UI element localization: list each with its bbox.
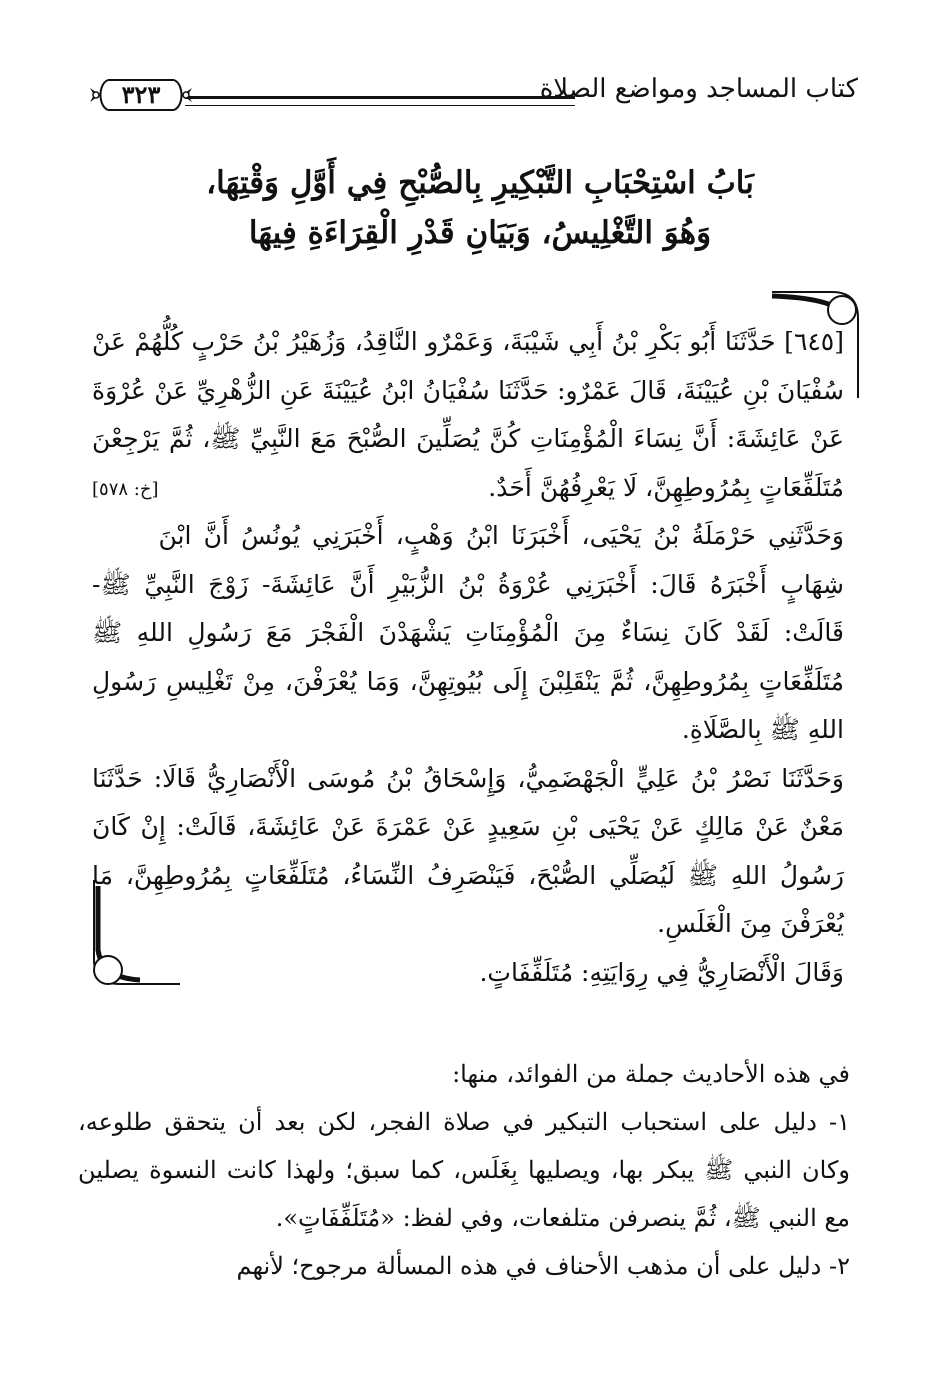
page-number: ٣٢٣ bbox=[121, 80, 161, 109]
hadith-paragraph-1-text: [٦٤٥] حَدَّثَنَا أَبُو بَكْرِ بْنُ أَبِي شَيْبَةَ، وَعَمْرٌو النَّاقِدُ، وَزُهَيْرُ بْنُ حَرْبٍ كُلُّهُمْ عَنْ سُفْيَانَ بْنِ عُيَيْنَةَ، قَالَ عَمْرٌو: حَدَّثَنَا سُفْيَانُ ابْنُ عُيَيْنَةَ عَنِ الزُّهْرِيِّ عَنْ عُرْوَةَ عَنْ عَائِشَةَ: أَنَّ نِسَاءَ الْمُؤْمِنَاتِ كُنَّ يُصَلِّينَ الصُّبْحَ مَعَ النَّبِيِّ ﷺ، ثُمَّ يَرْجِعْنَ مُتَلَفِّعَاتٍ بِمُرُوطِهِنَّ، لَا يَعْرِفُهُنَّ أَحَدٌ. bbox=[92, 327, 844, 502]
page-number-ornament bbox=[86, 76, 196, 114]
hadith-paragraph-4: وَقَالَ الْأَنْصَارِيُّ فِي رِوَايَتِهِ: مُتَلَفِّفَاتٍ. bbox=[479, 957, 844, 987]
running-title: كتاب المساجد ومواضع الصلاة bbox=[539, 74, 858, 104]
cross-reference: [خ: ٥٧٨] bbox=[92, 478, 159, 500]
header-rule bbox=[185, 96, 575, 106]
commentary-point-2: ٢- دليل على أن مذهب الأحناف في هذه المسألة مرجوح؛ لأنهم bbox=[236, 1252, 850, 1280]
commentary-point-1: ١- دليل على استحباب التبكير في صلاة الفجر، لكن بعد أن يتحقق طلوعه، وكان النبي ﷺ يبكر بها، ويصليها بِغَلَس، كما سبق؛ ولهذا كانت النسوة يصلين مع النبي ﷺ، ثُمَّ ينصرفن متلفعات، وفي لفظ: «مُتَلَفِّفَاتٍ». bbox=[78, 1108, 850, 1232]
chapter-title-line-1: بَابُ اسْتِحْبَابِ التَّبْكِيرِ بِالصُّبْحِ فِي أَوَّلِ وَقْتِهَا، bbox=[206, 165, 754, 201]
hadith-paragraph-1 bbox=[92, 318, 844, 512]
hadith-paragraph-3: وَحَدَّثَنَا نَصْرُ بْنُ عَلِيٍّ الْجَهْضَمِيُّ، وَإِسْحَاقُ بْنُ مُوسَى الْأَنْصَارِيُّ قَالَا: حَدَّثَنَا مَعْنٌ عَنْ مَالِكٍ عَنْ يَحْيَى بْنِ سَعِيدٍ عَنْ عَمْرَةَ عَنْ عَائِشَةَ، قَالَتْ: إِنْ كَانَ رَسُولُ اللهِ ﷺ لَيُصَلِّي الصُّبْحَ، فَيَنْصَرِفُ النِّسَاءُ، مُتَلَفِّعَاتٍ بِمُرُوطِهِنَّ، مَا يُعْرَفْنَ مِنَ الْغَلَسِ. bbox=[92, 763, 844, 938]
chapter-heading bbox=[110, 158, 850, 258]
commentary-intro: في هذه الأحاديث جملة من الفوائد، منها: bbox=[452, 1060, 850, 1088]
chapter-title-line-2: وَهُوَ التَّغْلِيسُ، وَبَيَانِ قَدْرِ الْقِرَاءَةِ فِيهَا bbox=[248, 215, 712, 251]
hadith-text bbox=[92, 318, 844, 997]
hadith-paragraph-2: وَحَدَّثَنِي حَرْمَلَةُ بْنُ يَحْيَى، أَخْبَرَنَا ابْنُ وَهْبٍ، أَخْبَرَنِي يُونُسُ أَنَّ ابْنَ شِهَابٍ أَخْبَرَهُ قَالَ: أَخْبَرَنِي عُرْوَةُ بْنُ الزُّبَيْرِ أَنَّ عَائِشَةَ- زَوْجَ النَّبِيِّ ﷺ- قَالَتْ: لَقَدْ كَانَ نِسَاءٌ مِنَ الْمُؤْمِنَاتِ يَشْهَدْنَ الْفَجْرَ مَعَ رَسُولِ اللهِ ﷺ مُتَلَفِّعَاتٍ بِمُرُوطِهِنَّ، ثُمَّ يَنْقَلِبْنَ إِلَى بُيُوتِهِنَّ، وَمَا يُعْرَفْنَ، مِنْ تَغْلِيسِ رَسُولِ اللهِ ﷺ بِالصَّلَاةِ. bbox=[92, 521, 844, 744]
commentary-text bbox=[78, 1050, 850, 1290]
